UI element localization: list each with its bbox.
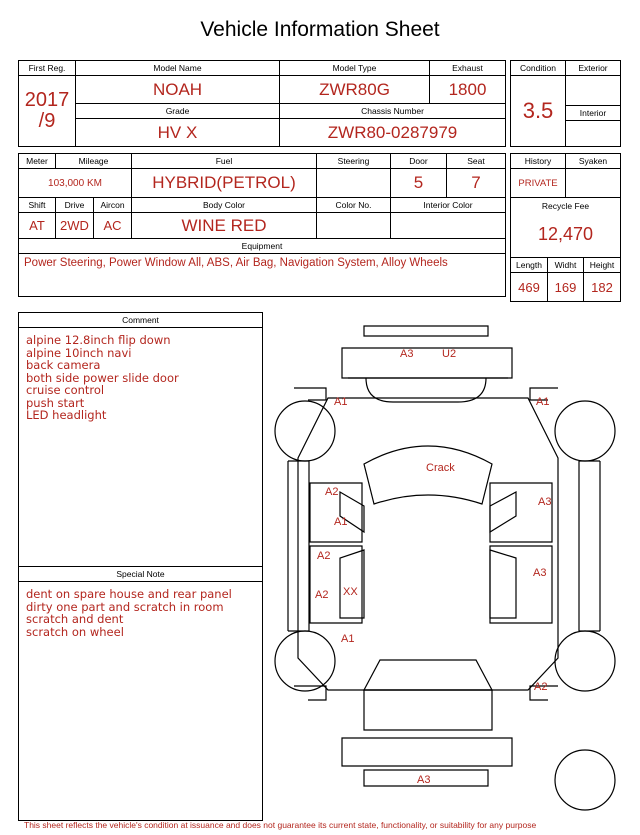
- interior-color-label: Interior Color: [391, 198, 506, 213]
- model-type-value: ZWR80G: [280, 76, 430, 104]
- condition-table: [510, 60, 621, 147]
- mark-right-a3-upper: A3: [538, 496, 552, 508]
- right-body-side: [579, 461, 600, 631]
- special-note-text: dent on spare house and rear panel dirty one part and scratch in room scratch and dent scratch on wheel: [26, 587, 232, 639]
- seat-value: 7: [447, 169, 506, 198]
- mark-right-a2-rear: A2: [534, 681, 548, 693]
- door-label: Door: [391, 154, 447, 169]
- equipment-value: Power Steering, Power Window All, ABS, Air Bag, Navigation System, Alloy Wheels: [19, 254, 506, 297]
- first-reg-year: 2017: [24, 89, 70, 111]
- door-value: 5: [391, 169, 447, 198]
- history-label: History: [511, 154, 566, 169]
- windshield-outline: [364, 446, 492, 504]
- right-window-front: [490, 492, 516, 532]
- condition-value: 3.5: [511, 76, 566, 147]
- mark-left-xx: XX: [343, 586, 358, 598]
- wheel-rear-right: [555, 631, 615, 691]
- history-table: [510, 153, 621, 198]
- tailgate-outline: [364, 690, 492, 730]
- grade-label: Grade: [76, 104, 280, 119]
- body-color-label: Body Color: [132, 198, 317, 213]
- front-bumper-outline: [364, 326, 488, 336]
- height-label: Height: [584, 258, 621, 273]
- chassis-label: Chassis Number: [280, 104, 506, 119]
- special-note-label: Special Note: [19, 567, 262, 582]
- length-value: 469: [511, 273, 548, 302]
- meter-label: Meter: [19, 154, 56, 169]
- mark-front-a3: A3: [400, 348, 414, 360]
- spare-wheel: [555, 750, 615, 810]
- mileage-label: Mileage: [56, 154, 132, 169]
- grade-value: HV X: [76, 119, 280, 147]
- interior-label: Interior: [566, 106, 621, 121]
- mark-left-a1-lower: A1: [341, 633, 355, 645]
- exhaust-label: Exhaust: [430, 61, 506, 76]
- left-window-rear: [340, 550, 364, 618]
- rear-bumper-outline: [342, 738, 512, 766]
- recycle-value: 12,470: [537, 224, 594, 244]
- mark-front-right-a1: A1: [536, 396, 550, 408]
- model-name-value: NOAH: [76, 76, 280, 104]
- mark-right-a3-mid: A3: [533, 567, 547, 579]
- mark-left-a2-mid: A2: [317, 550, 331, 562]
- condition-label: Condition: [511, 61, 566, 76]
- length-label: Length: [511, 258, 548, 273]
- color-no-value: [317, 213, 391, 239]
- shift-label: Shift: [19, 198, 56, 213]
- recycle-box: [510, 197, 621, 258]
- mileage-value: 103,000 KM: [19, 169, 132, 198]
- special-note-box: [18, 566, 263, 821]
- exterior-value: [566, 76, 621, 106]
- comment-box: [18, 312, 263, 567]
- mark-left-a2-lower: A2: [315, 589, 329, 601]
- shift-value: AT: [19, 213, 56, 239]
- history-value: PRIVATE: [511, 169, 566, 198]
- chassis-value: ZWR80-0287979: [280, 119, 506, 147]
- fuel-value: HYBRID(PETROL): [132, 169, 317, 198]
- exterior-label: Exterior: [566, 61, 621, 76]
- specs-table: [18, 153, 506, 297]
- cabin-outline: [298, 398, 558, 690]
- width-label: Widht: [548, 258, 584, 273]
- color-no-label: Color No.: [317, 198, 391, 213]
- comment-text: alpine 12.8inch flip down alpine 10inch navi back camera both side power slide door cruise control push start LED headlight: [26, 333, 179, 422]
- front-grille-outline: [342, 348, 512, 378]
- disclaimer-footer: This sheet reflects the vehicle's condition at issuance and does not guarantee its current state, functionality, or suitability for any purpose: [24, 820, 537, 830]
- right-window-rear: [490, 550, 516, 618]
- syaken-label: Syaken: [566, 154, 621, 169]
- mark-rear-a3: A3: [417, 774, 431, 786]
- mark-windshield-crack: Crack: [426, 462, 455, 474]
- recycle-label: Recycle Fee: [541, 201, 590, 211]
- first-reg-value: [19, 76, 76, 147]
- model-type-label: Model Type: [280, 61, 430, 76]
- body-color-value: WINE RED: [132, 213, 317, 239]
- height-value: 182: [584, 273, 621, 302]
- steering-label: Steering: [317, 154, 391, 169]
- mark-front-u2: U2: [442, 348, 457, 360]
- mark-left-a2-upper: A2: [325, 486, 339, 498]
- first-reg-month: /9: [38, 110, 56, 132]
- width-value: 169: [548, 273, 584, 302]
- dimensions-table: [510, 257, 621, 302]
- first-reg-label: First Reg.: [19, 61, 76, 76]
- wheel-rear-left: [275, 631, 335, 691]
- wheel-front-right: [555, 401, 615, 461]
- rear-left-fender: [294, 686, 326, 700]
- steering-value: [317, 169, 391, 198]
- syaken-value: [566, 169, 621, 198]
- mark-left-a1-upper: A1: [334, 516, 348, 528]
- drive-label: Drive: [56, 198, 94, 213]
- interior-color-value: [391, 213, 506, 239]
- roof-outline: [378, 518, 478, 658]
- equipment-label: Equipment: [19, 239, 506, 254]
- comment-label: Comment: [19, 313, 262, 328]
- seat-label: Seat: [447, 154, 506, 169]
- right-door-rear: [490, 546, 552, 623]
- mark-front-left-a1: A1: [334, 396, 348, 408]
- fuel-label: Fuel: [132, 154, 317, 169]
- aircon-label: Aircon: [94, 198, 132, 213]
- interior-value: [566, 121, 621, 147]
- right-door-front: [490, 483, 552, 542]
- drive-value: 2WD: [56, 213, 94, 239]
- model-name-label: Model Name: [76, 61, 280, 76]
- vehicle-info-table: [18, 60, 506, 147]
- front-left-fender: [294, 388, 326, 400]
- page-title: Vehicle Information Sheet: [200, 18, 440, 41]
- exhaust-value: 1800: [430, 76, 506, 104]
- wheel-front-left: [275, 401, 335, 461]
- car-damage-diagram: [268, 318, 620, 818]
- aircon-value: AC: [94, 213, 132, 239]
- rear-window-outline: [364, 660, 492, 690]
